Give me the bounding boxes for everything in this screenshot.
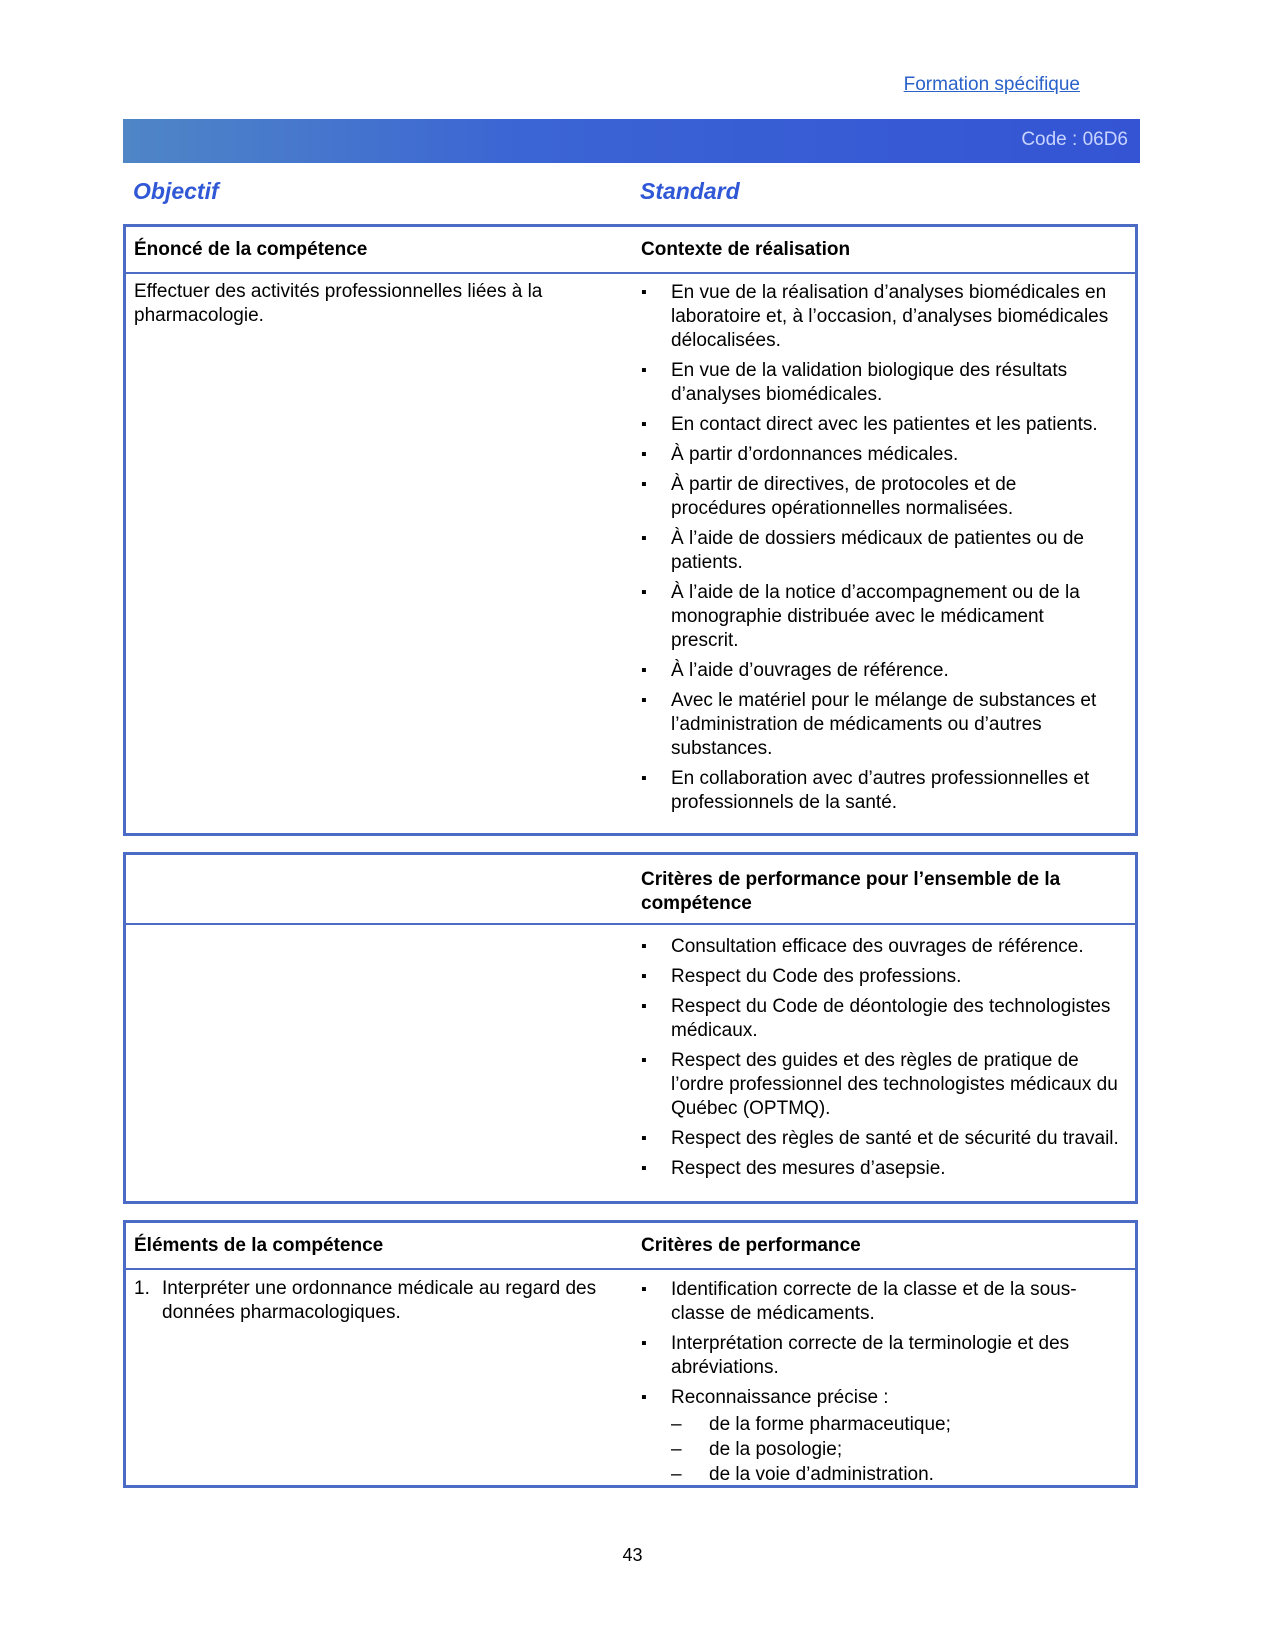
- contexte-list: [641, 281, 1116, 815]
- list-item: ▪ En vue de la validation biologique des résultats d’analyses biomédicales.: [641, 359, 1116, 407]
- criteres-list: [641, 1278, 1116, 1410]
- list-item: ▪ À l’aide d’ouvrages de référence.: [641, 659, 1116, 683]
- contexte-heading: Contexte de réalisation: [641, 239, 851, 260]
- standard-heading: Standard: [640, 178, 740, 204]
- reconnaissance-sublist: [641, 1412, 1116, 1487]
- criteres-list-container: [641, 1278, 1116, 1487]
- elements-table: [123, 1220, 1138, 1488]
- list-item: – de la forme pharmaceutique;: [671, 1412, 1116, 1437]
- performance-global-list-container: [641, 935, 1121, 1187]
- competence-table-header: [126, 227, 1135, 274]
- list-item: ▪ Respect des guides et des règles de pratique de l’ordre professionnel des technologistes médicaux du Québec (OPTMQ).: [641, 1049, 1121, 1121]
- performance-global-table: [123, 852, 1138, 1204]
- objectif-heading: Objectif: [133, 178, 219, 204]
- list-item: ▪ À partir de directives, de protocoles et de procédures opérationnelles normalisées.: [641, 473, 1116, 521]
- list-item: ▪ Respect du Code des professions.: [641, 965, 1121, 989]
- list-item: ▪ Avec le matériel pour le mélange de substances et l’administration de médicaments ou d’autres substances.: [641, 689, 1116, 761]
- elements-heading: Éléments de la compétence: [134, 1235, 384, 1256]
- list-item: ▪ Respect des règles de santé et de sécurité du travail.: [641, 1127, 1121, 1151]
- list-item: ▪ En vue de la réalisation d’analyses biomédicales en laboratoire et, à l’occasion, d’analyses biomédicales délocalisées.: [641, 281, 1116, 353]
- code-label: Code : 06D6: [1021, 129, 1128, 150]
- page-number: 43: [622, 1545, 643, 1565]
- list-item: ▪ En contact direct avec les patientes et les patients.: [641, 413, 1116, 437]
- criteres-heading: Critères de performance: [641, 1235, 861, 1256]
- elements-table-header: [126, 1223, 1135, 1270]
- list-item: ▪ Respect du Code de déontologie des technologistes médicaux.: [641, 995, 1121, 1043]
- list-item: ▪ En collaboration avec d’autres professionnelles et professionnels de la santé.: [641, 767, 1116, 815]
- list-item: ▪ À l’aide de la notice d’accompagnement ou de la monographie distribuée avec le médicament prescrit.: [641, 581, 1116, 653]
- list-item: ▪ À l’aide de dossiers médicaux de patientes ou de patients.: [641, 527, 1116, 575]
- list-item: – de la voie d’administration.: [671, 1462, 1116, 1487]
- competence-table: [123, 224, 1138, 836]
- list-item: ▪ Respect des mesures d’asepsie.: [641, 1157, 1121, 1181]
- code-band: [123, 119, 1140, 163]
- list-item: ▪ Identification correcte de la classe et de la sous-classe de médicaments.: [641, 1278, 1116, 1326]
- performance-global-header: [126, 855, 1135, 925]
- element-item: [134, 1277, 604, 1325]
- list-item: – de la posologie;: [671, 1437, 1116, 1462]
- element-number: 1.: [134, 1278, 150, 1299]
- contexte-list-container: [641, 281, 1116, 821]
- list-item: ▪ À partir d’ordonnances médicales.: [641, 443, 1116, 467]
- list-item: ▪ Interprétation correcte de la terminologie et des abréviations.: [641, 1332, 1116, 1380]
- performance-global-heading: Critères de performance pour l’ensemble de la compétence: [641, 869, 1061, 914]
- enonce-text: Effectuer des activités professionnelles liées à la pharmacologie.: [134, 281, 543, 326]
- list-item: ▪ Consultation efficace des ouvrages de référence.: [641, 935, 1121, 959]
- list-item: ▪ Reconnaissance précise :: [641, 1386, 1116, 1410]
- formation-header: Formation spécifique: [903, 74, 1080, 95]
- element-text: Interpréter une ordonnance médicale au regard des données pharmacologiques.: [162, 1278, 597, 1323]
- performance-global-list: [641, 935, 1121, 1181]
- enonce-heading: Énoncé de la compétence: [134, 239, 368, 260]
